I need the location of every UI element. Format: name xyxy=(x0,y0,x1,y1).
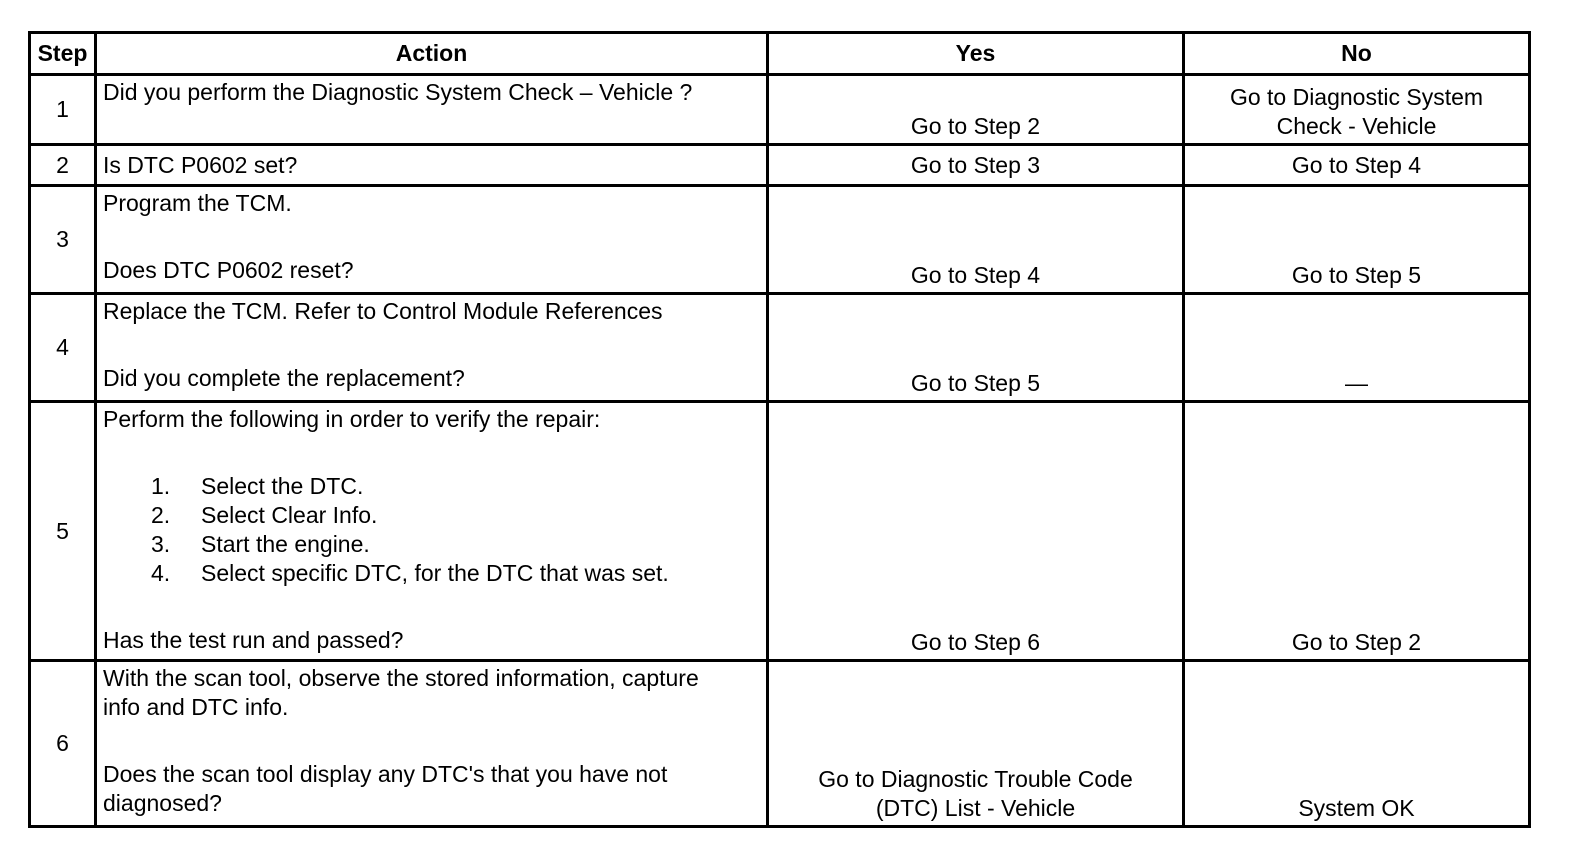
no-text: Go to Step 2 xyxy=(1291,629,1422,655)
yes-text: Go to Step 4 xyxy=(910,262,1041,288)
table-row xyxy=(30,402,1530,661)
step-number: 4 xyxy=(30,294,96,402)
action-cell xyxy=(96,145,768,186)
action-cell xyxy=(96,294,768,402)
no-cell xyxy=(1184,75,1530,145)
no-cell xyxy=(1184,402,1530,661)
action-text: Replace the TCM. Refer to Control Module References xyxy=(103,298,663,324)
action-question: Has the test run and passed? xyxy=(103,627,404,653)
substep-text: Select specific DTC, for the DTC that was set. xyxy=(201,560,669,586)
no-cell xyxy=(1184,294,1530,402)
step-number: 5 xyxy=(30,402,96,661)
yes-text: (DTC) List - Vehicle xyxy=(875,795,1076,821)
yes-text: Go to Diagnostic Trouble Code xyxy=(818,766,1133,792)
yes-text: Go to Step 6 xyxy=(910,629,1041,655)
step-number: 1 xyxy=(30,75,96,145)
yes-cell xyxy=(768,294,1184,402)
step-number: 3 xyxy=(30,186,96,294)
header-action: Action xyxy=(96,33,768,75)
header-row xyxy=(30,33,1530,75)
action-question: Did you complete the replacement? xyxy=(103,365,465,391)
action-text: info and DTC info. xyxy=(103,694,289,720)
action-question: diagnosed? xyxy=(103,790,222,816)
no-text: Go to Step 5 xyxy=(1291,262,1422,288)
no-text: — xyxy=(1345,370,1368,396)
table-row xyxy=(30,294,1530,402)
substep-list xyxy=(103,472,760,588)
substep-text: Start the engine. xyxy=(201,531,370,557)
diagnostic-table xyxy=(28,31,1531,828)
action-cell xyxy=(96,186,768,294)
action-question: Does the scan tool display any DTC's that you have not xyxy=(103,761,668,787)
list-item xyxy=(103,530,760,559)
action-cell xyxy=(96,661,768,827)
yes-cell xyxy=(768,402,1184,661)
no-cell xyxy=(1184,186,1530,294)
substep-number: 3. xyxy=(151,531,171,557)
no-text: System OK xyxy=(1298,795,1415,821)
action-question: Does DTC P0602 reset? xyxy=(103,257,354,283)
yes-cell xyxy=(768,75,1184,145)
header-no: No xyxy=(1184,33,1530,75)
no-text: Go to Diagnostic System xyxy=(1229,84,1484,110)
list-item xyxy=(103,559,760,588)
table-row xyxy=(30,145,1530,186)
header-yes: Yes xyxy=(768,33,1184,75)
step-number: 6 xyxy=(30,661,96,827)
substep-number: 2. xyxy=(151,502,171,528)
action-text: Did you perform the Diagnostic System Check – Vehicle ? xyxy=(103,79,693,105)
substep-number: 1. xyxy=(151,473,171,499)
substep-text: Select Clear Info. xyxy=(201,502,378,528)
action-text: Program the TCM. xyxy=(103,190,292,216)
yes-text: Go to Step 2 xyxy=(910,113,1041,139)
action-cell xyxy=(96,402,768,661)
action-text: Perform the following in order to verify the repair: xyxy=(103,406,601,432)
list-item xyxy=(103,472,760,501)
step-number: 2 xyxy=(30,145,96,186)
list-item xyxy=(103,501,760,530)
table-row xyxy=(30,75,1530,145)
table-row xyxy=(30,186,1530,294)
yes-cell xyxy=(768,661,1184,827)
substep-text: Select the DTC. xyxy=(201,473,364,499)
action-text: Is DTC P0602 set? xyxy=(103,151,298,178)
no-text: Go to Step 4 xyxy=(1291,151,1422,178)
header-step: Step xyxy=(30,33,96,75)
action-cell xyxy=(96,75,768,145)
action-text: With the scan tool, observe the stored information, capture xyxy=(103,665,699,691)
table-row xyxy=(30,661,1530,827)
yes-text: Go to Step 3 xyxy=(910,151,1041,178)
yes-cell xyxy=(768,186,1184,294)
yes-text: Go to Step 5 xyxy=(910,370,1041,396)
no-text: Check - Vehicle xyxy=(1276,113,1437,139)
substep-number: 4. xyxy=(151,560,171,586)
yes-cell xyxy=(768,145,1184,186)
no-cell xyxy=(1184,661,1530,827)
no-cell xyxy=(1184,145,1530,186)
